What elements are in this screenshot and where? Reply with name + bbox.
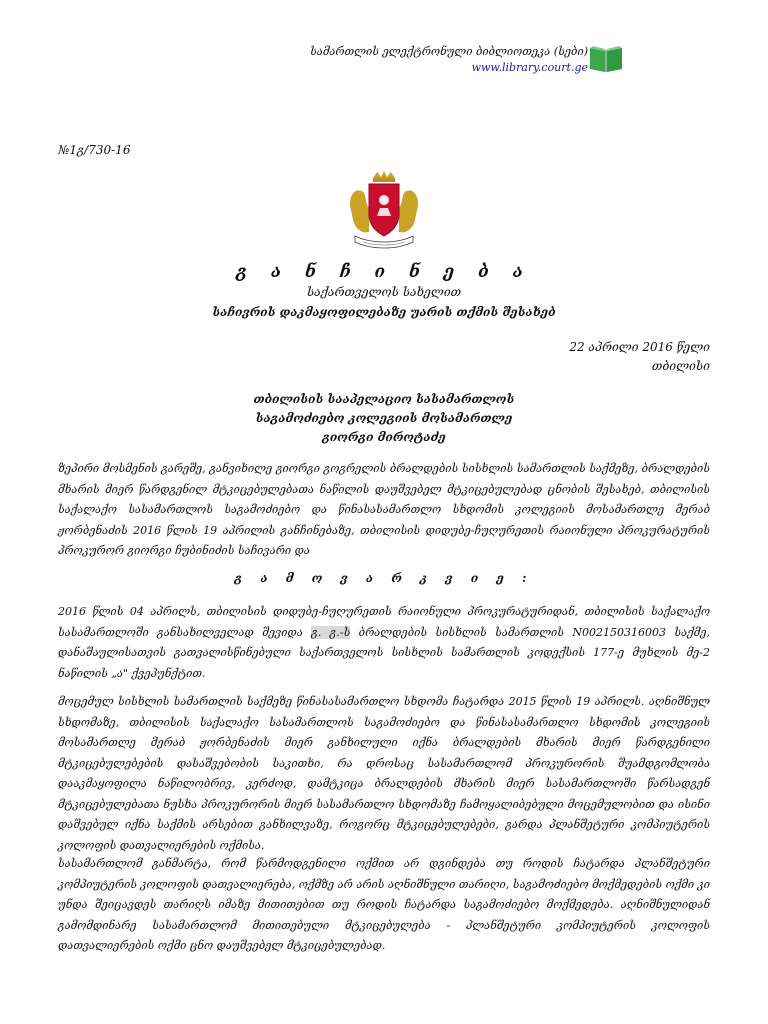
document-date: 22 აპრილი 2016 წელი (569, 340, 710, 354)
library-url-link[interactable]: www.library.court.ge (471, 61, 588, 74)
document-subtitle: საქართველოს სახელით (306, 285, 462, 299)
document-city: თბილისი (651, 359, 710, 373)
paragraph-hearing: მოცემულ სისხლის სამართლის საქმეზე წინასასამართლო სხდომა ჩატარდა 2015 წლის 19 აპრილს. აღნიშნულ სხდომაზე, თბილისის საქალაქო სასამართლოს საგამოძიებო და წინასასამართლო სხდომის კოლეგიის მოსამართლე მერაბ ჟორბენაძის მიერ განხილული იქნა ბრალდების მხარის მიერ წარდგენილი მტკიცებულებების დასაშვებობის საკითხი, რა დროსაც სასამართლომ პროკურორის შუამდგომლობა დააკმაყოფილა ნაწილობრივ, კერძოდ, დამტკიცა ბრალდების მხარის მიერ სასამართლოში წარსადგენ მტკიცებულებათა ნუსხა პროკურორის მიერ სასამართლო სხდომაზე ჩამოყალიბებული მოცემულობით და ისინი დაშვებულ იქნა საქმის არსებით განხილვაზე, როგორც მტკიცებულებები, გარდა პლანშეტური კომპიუტერის კოლოფის დათვალიერების ოქმისა. (58, 695, 710, 852)
highlighted-name: გ. გ.-ს (311, 625, 351, 639)
case-number: №1გ/730-16 (58, 143, 131, 157)
court-collegium: საგამოძიებო კოლეგიის მოსამართლე (255, 411, 513, 425)
section-heading: გ ა მ ო ვ ა რ კ ვ ი ე : (234, 571, 534, 585)
library-name: სამართლის ელექტრონული ბიბლიოთეკა (სები) (310, 45, 588, 58)
paragraph-intro: ზეპირი მოსმენის გარეშე, განვიხილე გიორგი გოგრელის ბრალდების სისხლის სამართლის საქმეზე, ბრალდების მხარის მიერ წარდგენილ მტკიცებულებათა ნაწილის დაუშვებელ მტკიცებულებად ცნობის შესახებ, თბილისის საქალაქო სასამართლოს საგამოძიებო და წინასასამართლო სხდომის კოლეგიის მოსამართლე მერაბ ჟორბენაძის 2016 წლის 19 აპრილის განჩინებაზე, თბილისის დიდუბე-ჩუღურეთის რაიონული პროკურატურის პროკურორ გიორგი ჩუბინიძის საჩივარი და (58, 462, 710, 557)
library-header (310, 44, 588, 76)
date-block (569, 338, 710, 376)
coat-of-arms-icon (343, 170, 425, 250)
paragraph-text: 2016 წლის 04 აპრილს, თბილისის დიდუბე-ჩუღურეთის რაიონული პროკურატურიდან, თბილისის საქალაქო სასამართლოში განსახილველად შევიდა (58, 605, 710, 639)
book-icon (588, 42, 624, 74)
paragraph-case-filing (58, 602, 710, 684)
court-name: თბილისის სააპელაციო სასამართლოს (253, 392, 515, 406)
paragraph-text: ბრალდების სისხლის სამართლის N002150316003 საქმე, დანაშაულისათვის გათვალისწინებული საქართველოს სისხლის სამართლის კოდექსის 177-ე მუხლის მე-2 ნაწილის „ა" ქვეპუნქტით. (58, 625, 711, 680)
document-title: გ ა ნ ჩ ი ნ ე ბ ა (236, 262, 532, 282)
judge-name: გიორგი მიროტაძე (322, 430, 446, 444)
document-subject: საჩივრის დაკმაყოფილებაზე უარის თქმის შესახებ (212, 305, 556, 319)
court-block (0, 390, 768, 447)
paragraph-ruling: სასამართლომ განმარტა, რომ წარმოდგენილი ოქმით არ დგინდება თუ როდის ჩატარდა პლანშეტური კომპიუტერის კოლოფის დათვალიერება, ოქმზე არ არის აღნიშნული თარიღი, საგამოძიებო მოქმედების ოქმი კი უნდა შეიცავდეს თარიღს იმაზე მითითებით თუ როდის ჩატარდა საგამოძიებო მოქმედება. აღნიშნულიდან გამომდინარე სასამართლომ მითითებული მტკიცებულება - პლანშეტური კომპიუტერის კოლოფის დათვალიერების ოქმი ცნო დაუშვებელ მტკიცებულებად. (58, 857, 710, 952)
